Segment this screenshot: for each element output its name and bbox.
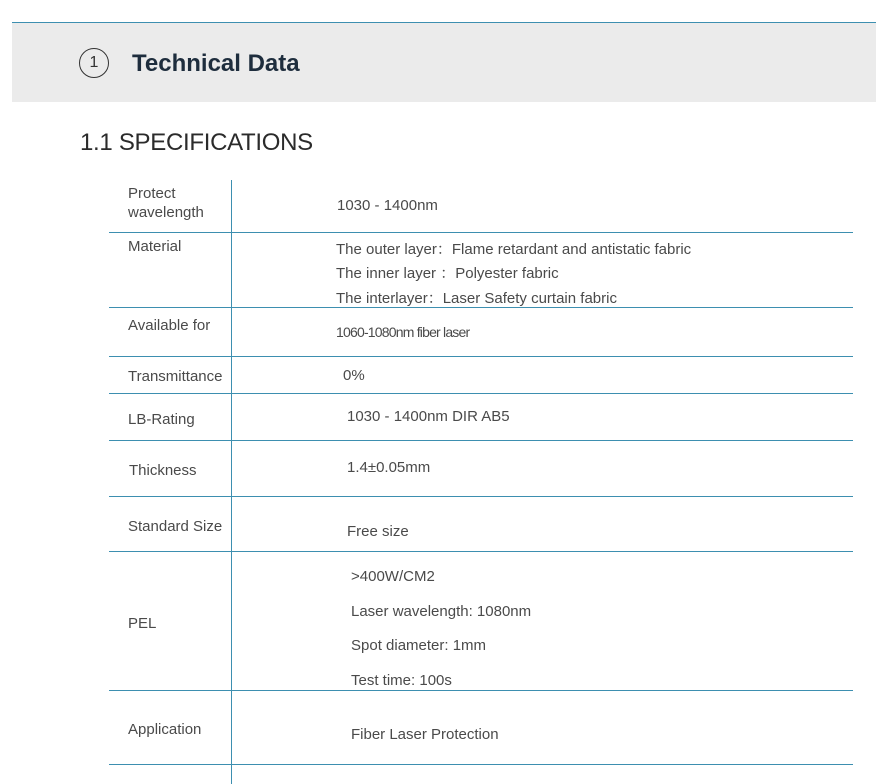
spec-value: 0% <box>343 367 365 384</box>
spec-row-material <box>109 233 853 308</box>
spec-row-protect-wavelength <box>109 180 853 233</box>
spec-value: Free size <box>347 523 409 540</box>
spec-label: Material <box>128 238 182 255</box>
spec-value: 1030 - 1400nm <box>337 197 438 214</box>
spec-label: Standard Size <box>128 518 223 535</box>
spec-row-pel <box>109 552 853 691</box>
spec-label: LB-Rating <box>128 411 195 428</box>
spec-row-transmittance <box>109 357 853 394</box>
spec-label: Available for <box>128 317 211 334</box>
spec-value: 1.4±0.05mm <box>347 459 431 476</box>
spec-row-available-for <box>109 308 853 357</box>
spec-value: Fiber Laser Protection <box>351 726 499 743</box>
spec-value-line: The outer layer：Flame retardant and antistatic fabric <box>336 241 692 258</box>
spec-label: PEL <box>128 615 157 632</box>
spec-value-line: >400W/CM2 <box>351 568 435 585</box>
spec-row-lb-rating <box>109 394 853 441</box>
spec-label: Transmittance <box>128 368 223 385</box>
spec-value-line: The inner layer ：Polyester fabric <box>336 265 559 282</box>
spec-value-line: Spot diameter: 1mm <box>351 637 487 654</box>
spec-label: Protect wavelength <box>128 185 204 221</box>
spec-label: Thickness <box>129 462 197 479</box>
spec-value-line: The interlayer：Laser Safety curtain fabric <box>336 290 617 307</box>
spec-row-standard-size <box>109 497 853 552</box>
spec-value: 1030 - 1400nm DIR AB5 <box>347 408 510 425</box>
spec-row-application <box>109 691 853 765</box>
section-number-badge: 1 <box>79 48 109 78</box>
spec-value: 1060-1080nm fiber laser <box>336 324 470 340</box>
section-title: Technical Data <box>132 50 300 77</box>
specifications-heading: 1.1 SPECIFICATIONS <box>80 129 313 156</box>
spec-label: Application <box>128 721 202 738</box>
spec-value-line: Test time: 100s <box>351 672 452 689</box>
spec-row-thickness <box>109 441 853 497</box>
spec-value-line: Laser wavelength: 1080nm <box>351 603 532 620</box>
